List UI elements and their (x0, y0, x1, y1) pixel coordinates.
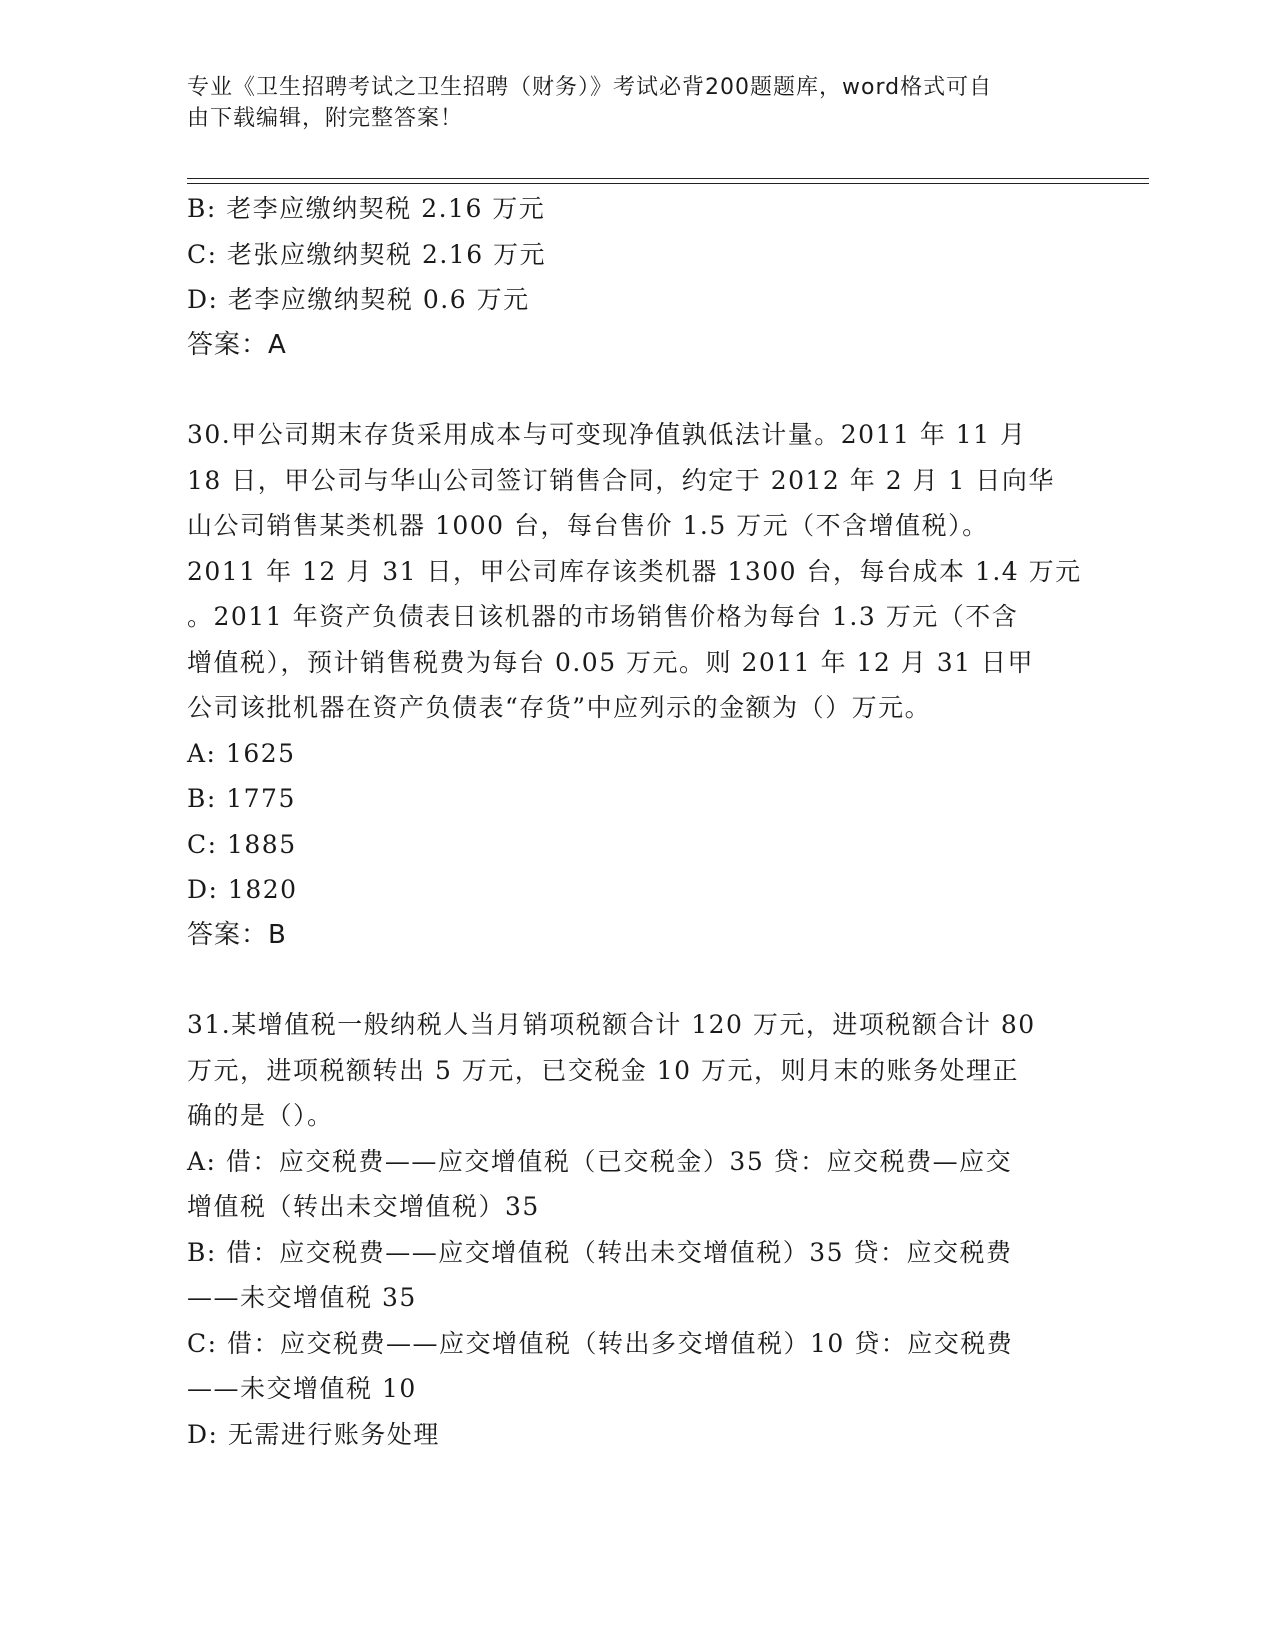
answer: 答案：A (187, 329, 287, 360)
option-c: C: 老张应缴纳契税 2.16 万元 (187, 239, 547, 269)
option-b-continued: ——未交增值税 35 (187, 1283, 417, 1312)
question-text-line: 。2011 年资产负债表日该机器的市场销售价格为每台 1.3 万元（不含 (187, 602, 1019, 631)
option-d: D: 1820 (187, 875, 298, 904)
option-c: C: 1885 (187, 829, 297, 859)
option-a: A: 1625 (187, 738, 296, 768)
spacer (187, 958, 1087, 1002)
header-line: 由下载编辑，附完整答案！ (187, 106, 464, 131)
question-text-line: 30.甲公司期末存货采用成本与可变现净值孰低法计量。2011 年 11 月 (187, 420, 1027, 449)
header-rule-bottom (187, 183, 1149, 184)
question-30 (187, 412, 1087, 958)
option-b: B: 1775 (187, 784, 296, 813)
option-c: C: 借：应交税费——应交增值税（转出多交增值税）10 贷：应交税费 (187, 1328, 1014, 1358)
option-b: B: 借：应交税费——应交增值税（转出未交增值税）35 贷：应交税费 (187, 1237, 1013, 1267)
question-text-line: 31.某增值税一般纳税人当月销项税额合计 120 万元，进项税额合计 80 (187, 1010, 1036, 1039)
question-text-line: 18 日，甲公司与华山公司签订销售合同，约定于 2012 年 2 月 1 日向华 (187, 465, 1055, 495)
option-c-continued: ——未交增值税 10 (187, 1374, 417, 1403)
header-line: 专业《卫生招聘考试之卫生招聘（财务）》考试必背200题题库，word格式可自 (187, 75, 993, 100)
question-text-line: 2011 年 12 月 31 日，甲公司库存该类机器 1300 台，每台成本 1.4 万元 (187, 556, 1082, 586)
question-text-line: 万元，进项税额转出 5 万元，已交税金 10 万元，则月末的账务处理正 (187, 1055, 1020, 1085)
option-a-continued: 增值税（转出未交增值税）35 (187, 1192, 540, 1221)
question-text-line: 山公司销售某类机器 1000 台，每台售价 1.5 万元（不含增值税）。 (187, 511, 989, 540)
question-29-tail (187, 186, 1087, 368)
option-d: D: 老李应缴纳契税 0.6 万元 (187, 285, 530, 314)
option-d: D: 无需进行账务处理 (187, 1419, 440, 1449)
question-text-line: 确的是（）。 (187, 1101, 334, 1130)
answer: 答案：B (187, 919, 287, 950)
option-b: B: 老李应缴纳契税 2.16 万元 (187, 194, 546, 223)
header-rule-top (187, 178, 1149, 179)
document-body (187, 186, 1087, 1457)
question-text-line: 公司该批机器在资产负债表“存货”中应列示的金额为（）万元。 (187, 693, 932, 722)
spacer (187, 368, 1087, 412)
option-a: A: 借：应交税费——应交增值税（已交税金）35 贷：应交税费—应交 (187, 1146, 1013, 1176)
question-31 (187, 1002, 1087, 1457)
question-text-line: 增值税），预计销售税费为每台 0.05 万元。则 2011 年 12 月 31 日甲 (187, 647, 1034, 677)
document-header (187, 72, 1067, 134)
